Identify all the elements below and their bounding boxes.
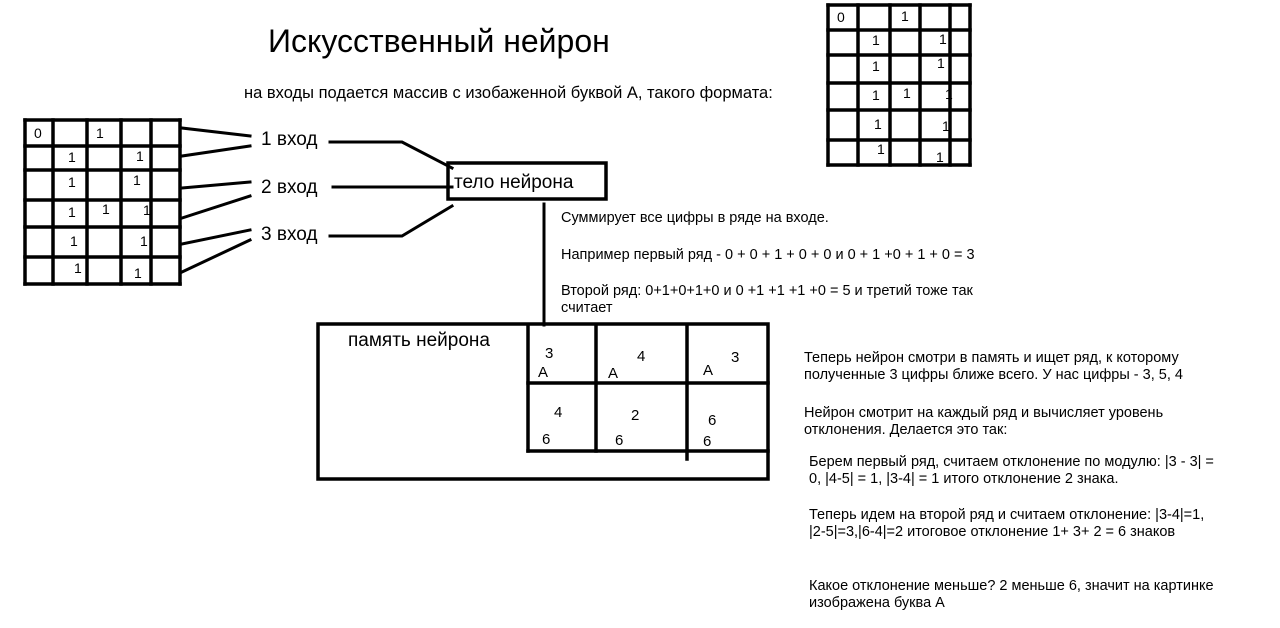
- memory-cell-value: 6: [542, 431, 551, 448]
- right-grid-cell: 1: [936, 149, 944, 165]
- explanation-paragraph-4: Теперь идем на второй ряд и считаем отклонение: |3-4|=1, |2-5|=3,|6-4|=2 итоговое отклонение 1+ 3+ 2 = 6 знаков: [809, 507, 1205, 540]
- right-grid-cell: 1: [903, 85, 911, 101]
- memory-cell-letter: А: [608, 365, 619, 382]
- left-grid-cell: 1: [133, 172, 141, 188]
- left-grid-cell: 1: [68, 204, 76, 220]
- right-grid-cell: 1: [937, 55, 945, 71]
- left-grid-cell: 0: [34, 125, 42, 141]
- left-grid-cell: 1: [136, 148, 144, 164]
- right-grid-cell: 1: [874, 116, 882, 132]
- neuron-body-label: тело нейрона: [454, 172, 574, 193]
- explanation-paragraph-5: Какое отклонение меньше? 2 меньше 6, значит на картинке изображена буква А: [809, 578, 1214, 611]
- memory-cell-letter: А: [703, 362, 714, 379]
- right-grid-cell: 1: [901, 8, 909, 24]
- input-1-label: 1 вход: [261, 129, 318, 150]
- memory-label: память нейрона: [348, 330, 490, 351]
- left-grid-cell: 1: [96, 125, 104, 141]
- subtitle: на входы подается массив с изобаженной буквой А, такого формата:: [244, 84, 773, 102]
- memory-cell-value: 6: [615, 432, 624, 449]
- grid-to-input-lines: [182, 128, 250, 272]
- right-grid-cell: 1: [945, 86, 953, 102]
- right-grid-lines: [828, 5, 970, 165]
- left-grid-cell: 1: [70, 233, 78, 249]
- explanation-paragraph-3: Берем первый ряд, считаем отклонение по модулю: |3 - 3| = 0, |4-5| = 1, |3-4| = 1 итого отклонение 2 знака.: [809, 454, 1214, 487]
- right-grid-cell: 1: [872, 58, 880, 74]
- memory-cell-value: 3: [731, 349, 740, 366]
- input-2-label: 2 вход: [261, 177, 318, 198]
- right-grid-cell: 1: [872, 32, 880, 48]
- left-grid-cell: 1: [68, 149, 76, 165]
- explanation-paragraph-1: Теперь нейрон смотри в память и ищет ряд, к которому полученные 3 цифры ближе всего. У нас цифры - 3, 5, 4: [804, 350, 1183, 383]
- memory-cell-value: 4: [554, 404, 563, 421]
- input-3-label: 3 вход: [261, 224, 318, 245]
- right-grid-cell: 1: [872, 87, 880, 103]
- explanation-paragraph-2: Нейрон смотрит на каждый ряд и вычисляет уровень отклонения. Делается это так:: [804, 405, 1164, 438]
- memory-cell-value: 3: [545, 345, 554, 362]
- sum-description: Суммирует все цифры в ряде на входе.: [561, 210, 829, 226]
- right-grid-cell: 1: [877, 141, 885, 157]
- memory-cell-value: 6: [703, 433, 712, 450]
- left-grid-cell: 1: [74, 260, 82, 276]
- left-grid-cell: 1: [134, 265, 142, 281]
- right-grid-cell: 1: [942, 118, 950, 134]
- left-grid-cell: 1: [68, 174, 76, 190]
- example-row-1: Например первый ряд - 0 + 0 + 1 + 0 + 0 и 0 + 1 +0 + 1 + 0 = 3: [561, 247, 975, 263]
- input-to-body-lines: [330, 142, 452, 236]
- memory-grid-lines: [528, 326, 768, 459]
- memory-cell-value: 4: [637, 348, 646, 365]
- right-grid-cell: 0: [837, 9, 845, 25]
- memory-cell-letter: А: [538, 364, 549, 381]
- right-grid-cell: 1: [939, 31, 947, 47]
- page-title: Искусственный нейрон: [268, 23, 610, 59]
- left-grid-cell: 1: [143, 202, 151, 218]
- left-grid-cell: 1: [102, 201, 110, 217]
- memory-cell-value: 6: [708, 412, 717, 429]
- left-grid-cell: 1: [140, 233, 148, 249]
- memory-cell-value: 2: [631, 407, 640, 424]
- example-row-2: Второй ряд: 0+1+0+1+0 и 0 +1 +1 +1 +0 = 5 и третий тоже так считает: [561, 283, 973, 316]
